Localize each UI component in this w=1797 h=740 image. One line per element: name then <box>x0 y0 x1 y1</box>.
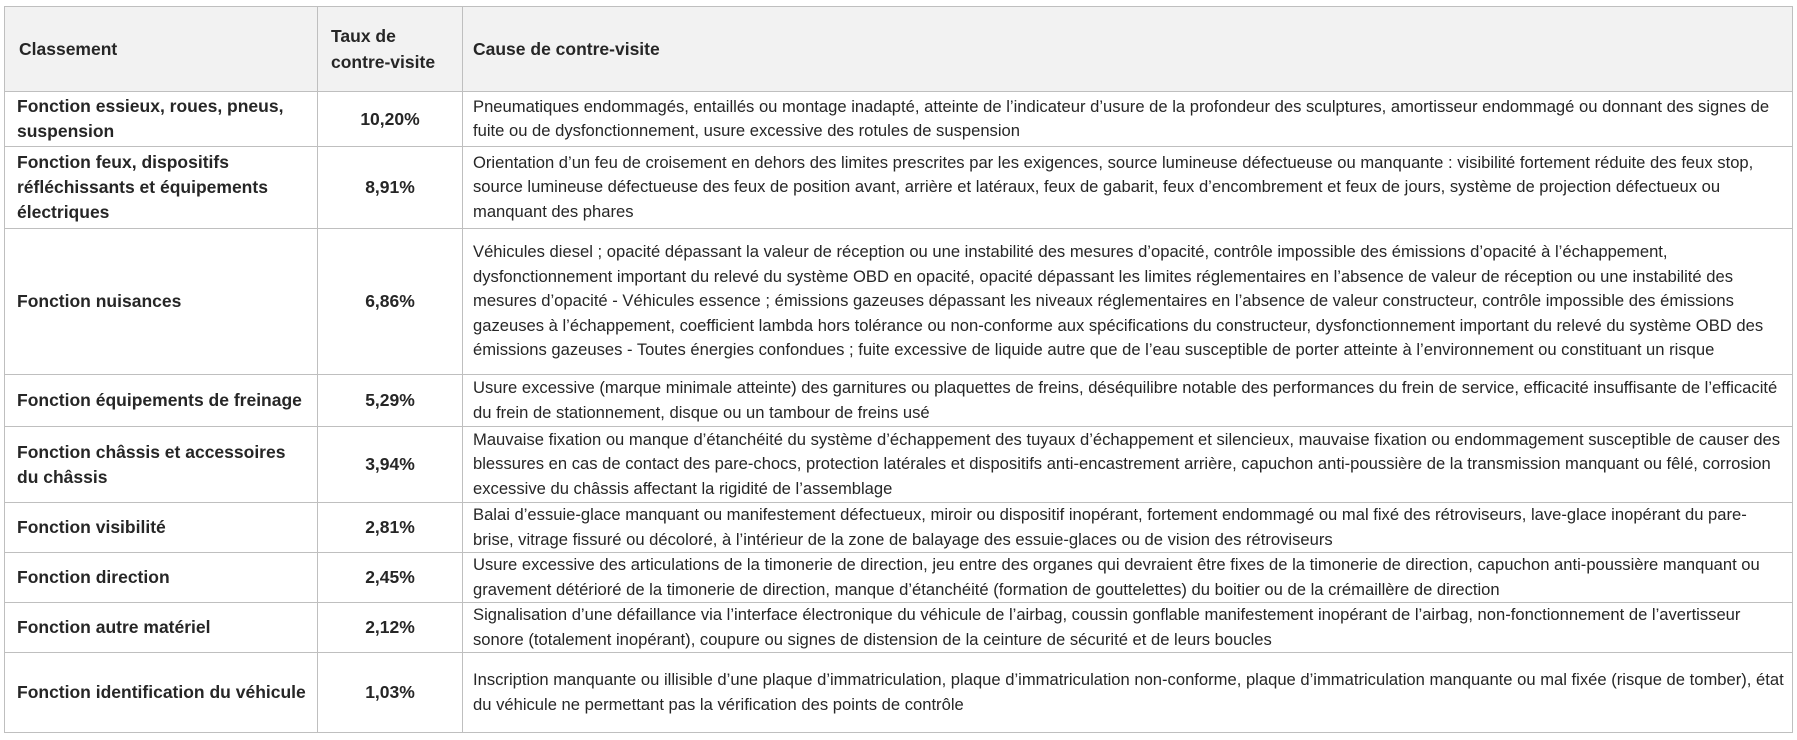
row-cause: Véhicules diesel ; opacité dépassant la valeur de réception ou une instabilité des mesures d’opacité, contrôle impossible des émissions d’opacité à l’échappement, dysfonctionnement important du relevé du système OBD en opacité, opacité dépassant les limites réglementaires en l’absence de valeur de réception ou une instabilité des mesures d’opacité - Véhicules essence ; émissions gazeuses dépassant les niveaux réglementaires en l’absence de valeur constructeur, contrôle impossible des émissions gazeuses à l’échappement, coefficient lambda hors tolérance ou non-conforme aux spécifications du constructeur, dysfonctionnement important du relevé du système OBD des émissions gazeuses - Toutes énergies confondues ; fuite excessive de liquide autre que de l’eau susceptible de porter atteinte à l’environnement ou constituant un risque <box>463 229 1793 375</box>
row-cause: Balai d’essuie-glace manquant ou manifestement défectueux, miroir ou dispositif inopérant, fortement endommagé ou mal fixé des rétroviseurs, lave-glace inopérant du pare-brise, vitrage fissuré ou décoloré, à l’intérieur de la zone de balayage des essuie-glaces ou de vision des rétroviseurs <box>463 503 1793 553</box>
row-classement: Fonction visibilité <box>5 503 318 553</box>
header-classement: Classement <box>5 7 318 92</box>
table-row <box>5 503 1793 553</box>
row-classement: Fonction essieux, roues, pneus, suspension <box>5 92 318 147</box>
header-cause: Cause de contre-visite <box>463 7 1793 92</box>
row-taux: 2,12% <box>318 603 463 653</box>
row-cause: Usure excessive des articulations de la timonerie de direction, jeu entre des organes qui devraient être fixes de la timonerie de direction, capuchon anti-poussière manquant ou gravement détérioré de la timonerie de direction, manque d’étanchéité (formation de gouttelettes) du boitier ou de la crémaillère de direction <box>463 553 1793 603</box>
table-row <box>5 92 1793 147</box>
row-taux: 3,94% <box>318 427 463 503</box>
table-row <box>5 653 1793 733</box>
table-row <box>5 375 1793 427</box>
table-row <box>5 553 1793 603</box>
row-taux: 6,86% <box>318 229 463 375</box>
table-header-row <box>5 7 1793 92</box>
row-cause: Signalisation d’une défaillance via l’interface électronique du véhicule de l’airbag, coussin gonflable manifestement inopérant de l’airbag, non-fonctionnement de l’avertisseur sonore (totalement inopérant), coupure ou signes de distension de la ceinture de sécurité et de leurs boucles <box>463 603 1793 653</box>
row-taux: 10,20% <box>318 92 463 147</box>
row-cause: Inscription manquante ou illisible d’une plaque d’immatriculation, plaque d’immatriculation non-conforme, plaque d’immatriculation manquante ou mal fixée (risque de tomber), état du véhicule ne permettant pas la vérification des points de contrôle <box>463 653 1793 733</box>
table-row <box>5 603 1793 653</box>
table-row <box>5 427 1793 503</box>
row-taux: 5,29% <box>318 375 463 427</box>
header-taux: Taux de contre-visite <box>318 7 463 92</box>
contre-visite-table <box>4 6 1793 733</box>
row-cause: Pneumatiques endommagés, entaillés ou montage inadapté, atteinte de l’indicateur d’usure de la profondeur des sculptures, amortisseur endommagé ou donnant des signes de fuite ou de dysfonctionnement, usure excessive des rotules de suspension <box>463 92 1793 147</box>
row-taux: 8,91% <box>318 147 463 229</box>
row-classement: Fonction feux, dispositifs réfléchissants et équipements électriques <box>5 147 318 229</box>
row-classement: Fonction équipements de freinage <box>5 375 318 427</box>
contre-visite-table-container <box>4 6 1792 733</box>
row-classement: Fonction identification du véhicule <box>5 653 318 733</box>
row-cause: Mauvaise fixation ou manque d’étanchéité du système d’échappement des tuyaux d’échappement et silencieux, mauvaise fixation ou endommagement susceptible de causer des blessures en cas de contact des pare-chocs, protection latérales et dispositifs anti-encastrement arrière, capuchon anti-poussière de la transmission manquant ou fêlé, corrosion excessive du châssis affectant la rigidité de l’assemblage <box>463 427 1793 503</box>
row-taux: 1,03% <box>318 653 463 733</box>
row-classement: Fonction châssis et accessoires du châssis <box>5 427 318 503</box>
row-classement: Fonction nuisances <box>5 229 318 375</box>
row-taux: 2,45% <box>318 553 463 603</box>
table-row <box>5 229 1793 375</box>
row-taux: 2,81% <box>318 503 463 553</box>
row-classement: Fonction direction <box>5 553 318 603</box>
table-row <box>5 147 1793 229</box>
row-cause: Usure excessive (marque minimale atteinte) des garnitures ou plaquettes de freins, déséquilibre notable des performances du frein de service, efficacité insuffisante de l’efficacité du frein de stationnement, disque ou un tambour de freins usé <box>463 375 1793 427</box>
row-cause: Orientation d’un feu de croisement en dehors des limites prescrites par les exigences, source lumineuse défectueuse ou manquante : visibilité fortement réduite des feux stop, source lumineuse défectueuse des feux de position avant, arrière et latéraux, feux de gabarit, feux d’encombrement et feux de jours, système de projection défectueux ou manquant des phares <box>463 147 1793 229</box>
row-classement: Fonction autre matériel <box>5 603 318 653</box>
